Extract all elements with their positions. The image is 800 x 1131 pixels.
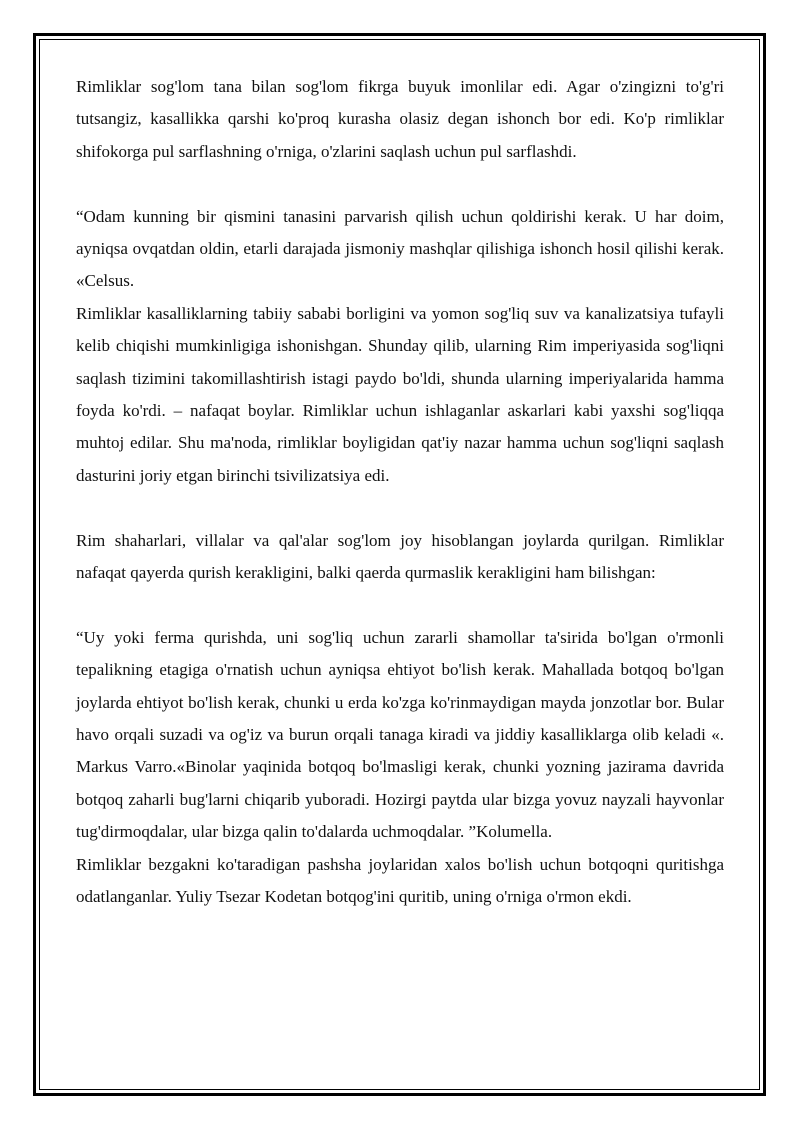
paragraph-1: Rimliklar sog'lom tana bilan sog'lom fikrga buyuk imonlilar edi. Agar o'zingizni to'g'ri tutsangiz, kasallikka qarshi ko'proq kurasha olasiz degan ishonch bor edi. Ko'p rimliklar shifokorga pul sarflashning o'rniga, o'zlarini saqlash uchun pul sarflashdi. [76,77,724,161]
paragraph-2-quote-celsus: “Odam kunning bir qismini tanasini parvarish qilish uchun qoldirishi kerak. U har doim, ayniqsa ovqatdan oldin, etarli darajada jismoniy mashqlar qilishiga ishonch hosil qilishi kerak. «Celsus. [76,206,724,291]
paragraph-6: Rimliklar bezgakni ko'taradigan pashsha joylaridan xalos bo'lish uchun botqoqni quritishga odatlanganlar. Yuliy Tsezar Kodetan botqog'ini quritib, uning o'rniga o'rmon ekdi. [76,854,724,907]
document-body [76,71,724,914]
paragraph-5-quote-varro-columella: “Uy yoki ferma qurishda, uni sog'liq uchun zararli shamollar ta'sirida bo'lgan o'rmonli tepalikning etagiga o'rnatish uchun ayniqsa ehtiyot bo'lish kerak. Mahallada botqoq bo'lgan joylarda ehtiyot bo'lish kerak, chunki u erda ko'zga ko'rinmaydigan mayda jonzotlar bor. Bular havo orqali suzadi va og'iz va burun orqali tanaga kiradi va jiddiy kasalliklarga olib keladi «. Markus Varro.«Binolar yaqinida botqoq bo'lmasligi kerak, chunki yozning jazirama davrida botqoq zaharli bug'larni chiqarib yuboradi. Hozirgi paytda ular bizga yovuz nayzali hayvonlar tug'dirmoqdalar, ular bizga qalin to'dalarda uchmoqdalar. ”Kolumella. [76,627,724,842]
paragraph-4: Rim shaharlari, villalar va qal'alar sog'lom joy hisoblangan joylarda qurilgan. Rimliklar nafaqat qayerda qurish kerakligini, balki qaerda qurmaslik kerakligini ham bilishgan: [76,530,724,583]
paragraph-3: Rimliklar kasalliklarning tabiiy sababi borligini va yomon sog'liq suv va kanalizatsiya tufayli kelib chiqishi mumkinligiga ishonishgan. Shunday qilib, ularning Rim imperiyasida sog'liqni saqlash tizimini takomillashtirish istagi paydo bo'ldi, shunda ularning imperiyalarida hamma foyda ko'rdi. – nafaqat boylar. Rimliklar uchun ishlaganlar askarlari kabi yaxshi sog'liqqa muhtoj edilar. Shu ma'noda, rimliklar boyligidan qat'iy nazar hamma uchun sog'liqni saqlash dasturini joriy etgan birinchi tsivilizatsiya edi. [76,303,724,485]
